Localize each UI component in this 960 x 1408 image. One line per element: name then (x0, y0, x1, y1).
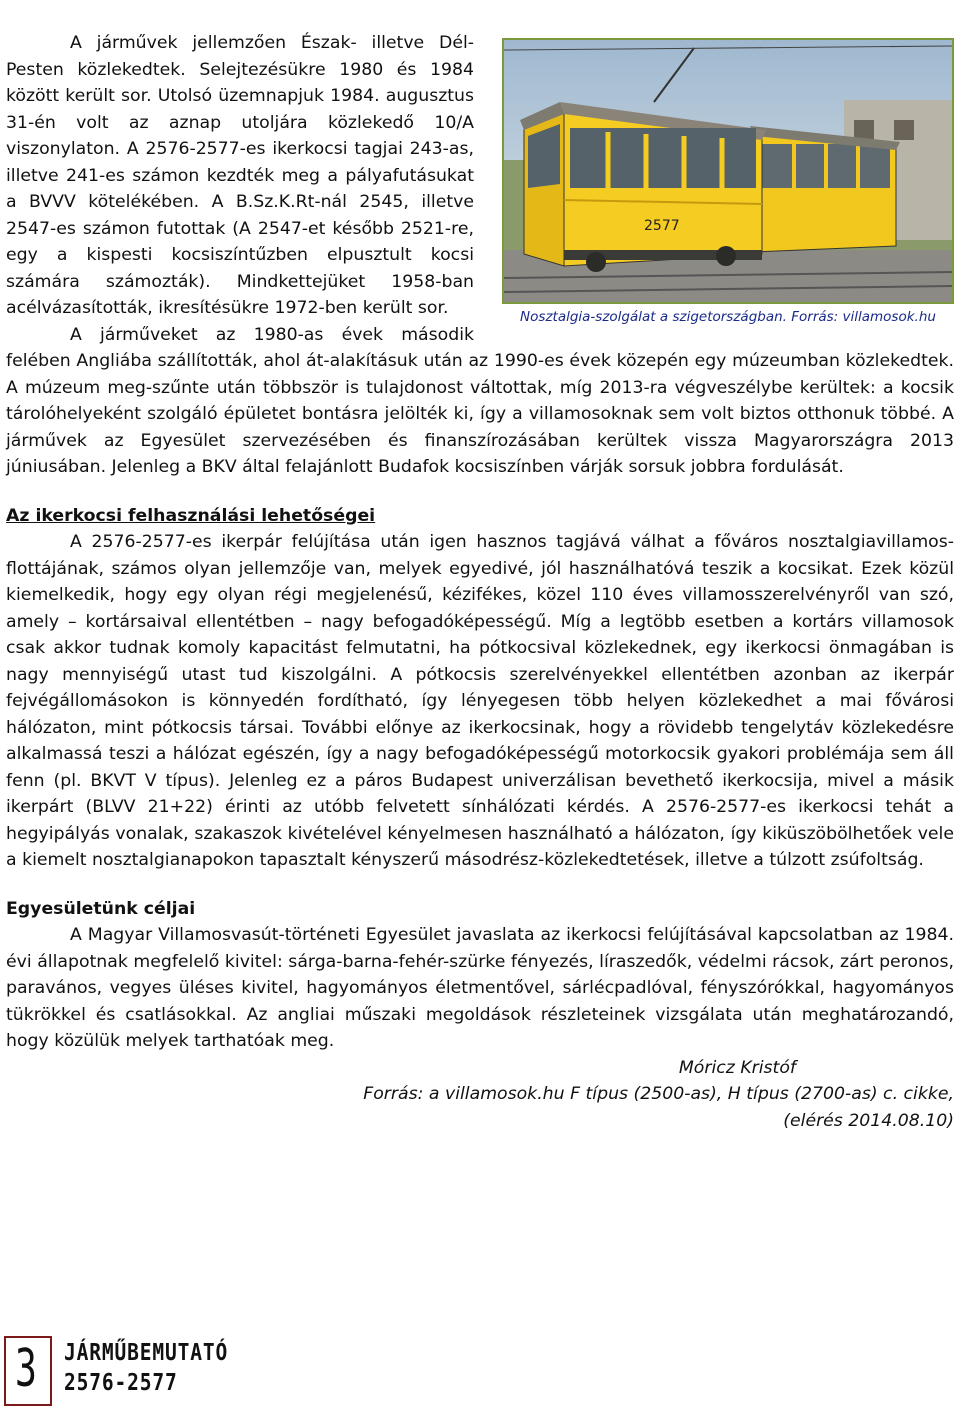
page-number: 3 (15, 1339, 37, 1399)
document-body (6, 30, 954, 1134)
paragraph-goals: A Magyar Villamosvasút-történeti Egyesület javaslata az ikerkocsi felújításával kapcsolatban az 1984. évi állapotnak megfelelő kivitel: sárga-barna-fehér-szürke fényezés, líraszedők, védelmi rácsok, zárt peronos, paravános, vegyes üléses kivitel, hagyományos életmentővel, sárlécpadlóval, fényszórókkal, hagyományos tükrökkel és csatlásokkal. Az angliai műszaki megoldások részleteinek vizsgálata után meghatározandó, hogy közülük melyek tarthatóak meg. (6, 925, 954, 1051)
section-heading-goals: Egyesületünk céljai (6, 898, 196, 919)
author-name: Móricz Kristóf (678, 1057, 796, 1078)
source-line: Forrás: a villamosok.hu F típus (2500-as), H típus (2700-as) c. cikke, (363, 1084, 954, 1104)
tram-photo (502, 38, 954, 304)
paragraph-usage: A 2576-2577-es ikerpár felújítása után igen hasznos tagjává válhat a főváros nosztalgiavillamos-flottájának, számos olyan jellemzője van, melyek egyedivé, jól használhatóvá teszik a kocsikat. Ezek közül kiemelkedik, hogy egy olyan régi megjelenésű, kézifékes, közel 110 éves villamosszerelvényről van szó, amely – kortársaival ellentétben – nagy befogadóképességű. Míg a legtöbb esetben a kortárs villamosok csak akkor tudnak komoly kapacitást felmutatni, ha pótkocsival közlekednek, egy ikerkocsi önmagában is nagy mennyiségű utast tud kiszolgálni. A pótkocsis szerelvényekkel ellentétben azonban az ikerpár fejvégállomásokon is könnyedén fordítható, így lényegesen több helyen közlekedhet a mai fővárosi hálózaton, mint pótkocsis társai. További előnye az ikerkocsinak, hogy a rövidebb tengelytáv közlekedésre alkalmassá teszi a hálózat egészén, így a nagy befogadóképességű motorkocsik gyakori problémája sem áll fenn (pl. BKVT V típus). Jelenleg ez a páros Budapest univerzálisan bevethető ikerkocsija, mivel a másik ikerpárt (BLVV 21+22) érinti az utóbb felvetett sínhálózati kérdés. A 2576-2577-es ikerkocsi tehát a hegyipályás vonalak, szakaszok kivételével kényelmesen használható a hálózaton, így kiküszöbölhetőek vele a kiemelt nosztalgianapokon tapasztalt kényszerű másodrész-közlekedtetések, illetve a túlzott zsúfoltság. (6, 532, 954, 870)
paragraph-return: A járműveket az 1980-as évek második felében Angliába szállították, ahol át-alakításuk után az 1990-es évek közepén egy múzeumban közlekedtek. A múzeum meg-szűnte után többször is tulajdonost váltottak, míg 2013-ra végveszélybe kerültek: a kocsik tárolóhelyeként szolgáló épületet bontásra jelölték ki, így a villamosoknak sem volt biztos otthonuk többé. A járművek az Egyesület szervezésében és finanszírozásában kerültek vissza Magyarországra 2013 júniusában. Jelenleg a BKV által felajánlott Budafok kocsiszínben várják sorsuk jobbra fordulását. (6, 324, 954, 477)
paragraph-history: A járművek jellemzően Észak- illetve Dél-Pesten közlekedtek. Selejtezésükre 1980 és 1984 között került sor. Utolsó üzemnapjuk 1984. augusztus 31-én volt az aznap utoljára közlekedő 10/A viszonylaton. A 2576-2577-es ikerkocsi tagjai 243-as, illetve 241-es számon kezdték meg a pályafutásukat a BVVV kötelékében. A B.Sz.K.Rt-nál 2545, illetve 2547-es számon futottak (A 2547-et később 2521-re, egy a kispesti kocsiszíntűzben elpusztult kocsi számára számozták). Mindkettejüket 1958-ban acélvázasították, ikresítésükre 1972-ben került sor. (6, 33, 474, 318)
figure-caption: Nosztalgia-szolgálat a szigetországban. Forrás: villamosok.hu (520, 309, 936, 325)
section-heading-usage: Az ikerkocsi felhasználási lehetőségei (6, 505, 376, 526)
tram-number: 2577 (644, 218, 680, 234)
footer-title (64, 1338, 228, 1398)
footer-title-line2: 2576-2577 (64, 1370, 178, 1396)
tram-figure (502, 38, 954, 326)
access-date: (elérés 2014.08.10) (783, 1110, 954, 1131)
footer-title-line1: JÁRMŰBEMUTATÓ (64, 1340, 229, 1366)
